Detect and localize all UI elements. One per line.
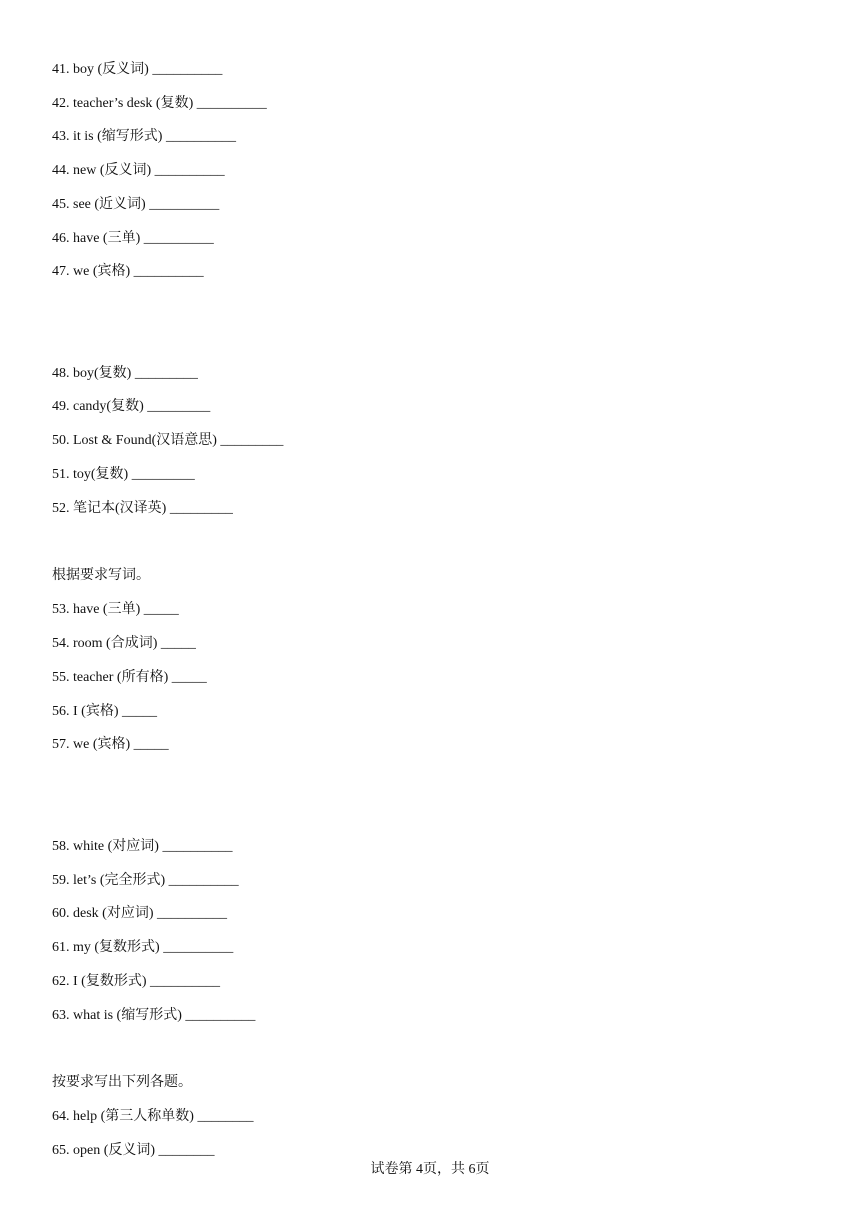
- question-number: 62.: [52, 974, 70, 989]
- answer-blank[interactable]: _____: [122, 704, 157, 719]
- question-number: 49.: [52, 399, 70, 414]
- section-heading: 按要求写出下列各题。: [52, 1075, 192, 1090]
- question-text: 笔记本(汉译英): [73, 501, 167, 516]
- question-53: [52, 601, 179, 619]
- question-60: [52, 905, 227, 923]
- answer-blank[interactable]: __________: [150, 974, 220, 989]
- question-text: what is (缩写形式): [73, 1008, 182, 1023]
- question-text: we (宾格): [73, 737, 131, 752]
- question-57: [52, 736, 169, 754]
- question-text: boy(复数): [73, 366, 132, 381]
- question-45: [52, 196, 219, 214]
- question-number: 54.: [52, 636, 70, 651]
- answer-blank[interactable]: _____: [171, 670, 207, 685]
- question-text: have (三单): [73, 602, 141, 617]
- question-text: white (对应词): [73, 839, 159, 854]
- question-number: 45.: [52, 197, 70, 212]
- question-59: [52, 872, 239, 890]
- answer-blank[interactable]: __________: [149, 197, 220, 212]
- question-52: [52, 500, 233, 518]
- question-50: [52, 432, 283, 450]
- question-47: [52, 263, 204, 281]
- answer-blank[interactable]: _________: [220, 433, 284, 448]
- question-text: my (复数形式): [73, 940, 160, 955]
- question-text: toy(复数): [73, 467, 129, 482]
- question-65: [52, 1142, 215, 1160]
- answer-blank[interactable]: __________: [196, 96, 267, 111]
- question-number: 43.: [52, 129, 70, 144]
- question-62: [52, 973, 220, 991]
- answer-blank[interactable]: _________: [169, 501, 233, 516]
- question-text: boy (反义词): [73, 62, 149, 77]
- question-51: [52, 466, 195, 484]
- question-64: [52, 1108, 253, 1126]
- answer-blank[interactable]: _________: [134, 366, 198, 381]
- answer-blank[interactable]: __________: [168, 873, 239, 888]
- answer-blank[interactable]: _________: [147, 399, 211, 414]
- answer-blank[interactable]: __________: [165, 129, 236, 144]
- question-61: [52, 939, 233, 957]
- question-56: [52, 703, 157, 721]
- question-63: [52, 1007, 255, 1025]
- question-49: [52, 398, 210, 416]
- question-number: 47.: [52, 264, 70, 279]
- question-text: desk (对应词): [73, 906, 154, 921]
- question-42: [52, 95, 267, 113]
- answer-blank[interactable]: _____: [143, 602, 179, 617]
- answer-blank[interactable]: _____: [160, 636, 196, 651]
- question-44: [52, 162, 225, 180]
- answer-blank[interactable]: __________: [152, 62, 223, 77]
- question-text: teacher’s desk (复数): [73, 96, 194, 111]
- question-text: have (三单): [73, 231, 141, 246]
- question-number: 57.: [52, 737, 70, 752]
- question-text: let’s (完全形式): [73, 873, 166, 888]
- question-number: 56.: [52, 704, 70, 719]
- question-text: see (近义词): [73, 197, 146, 212]
- section-heading: 根据要求写词。: [52, 568, 150, 583]
- question-number: 46.: [52, 231, 70, 246]
- question-text: candy(复数): [73, 399, 144, 414]
- question-number: 63.: [52, 1008, 70, 1023]
- answer-blank[interactable]: ________: [197, 1109, 254, 1124]
- question-41: [52, 61, 222, 79]
- question-text: open (反义词): [73, 1143, 156, 1158]
- question-number: 64.: [52, 1109, 70, 1124]
- answer-blank[interactable]: __________: [133, 264, 204, 279]
- answer-blank[interactable]: ________: [158, 1143, 215, 1158]
- question-number: 59.: [52, 873, 70, 888]
- answer-blank[interactable]: _____: [133, 737, 169, 752]
- question-46: [52, 230, 214, 248]
- question-text: Lost & Found(汉语意思): [73, 433, 217, 448]
- question-number: 52.: [52, 501, 70, 516]
- question-text: I (复数形式): [73, 974, 147, 989]
- question-43: [52, 128, 236, 146]
- question-number: 65.: [52, 1143, 70, 1158]
- answer-blank[interactable]: __________: [185, 1008, 256, 1023]
- question-number: 60.: [52, 906, 70, 921]
- question-text: we (宾格): [73, 264, 131, 279]
- question-text: room (合成词): [73, 636, 158, 651]
- answer-blank[interactable]: __________: [154, 163, 225, 178]
- question-number: 41.: [52, 62, 70, 77]
- answer-blank[interactable]: __________: [163, 940, 234, 955]
- question-text: help (第三人称单数): [73, 1109, 194, 1124]
- question-54: [52, 635, 196, 653]
- answer-blank[interactable]: _________: [131, 467, 195, 482]
- answer-blank[interactable]: __________: [157, 906, 227, 921]
- question-55: [52, 669, 207, 687]
- question-number: 61.: [52, 940, 70, 955]
- answer-blank[interactable]: __________: [143, 231, 214, 246]
- question-text: new (反义词): [73, 163, 152, 178]
- question-48: [52, 365, 198, 383]
- question-number: 44.: [52, 163, 70, 178]
- question-number: 51.: [52, 467, 70, 482]
- question-number: 55.: [52, 670, 70, 685]
- answer-blank[interactable]: __________: [162, 839, 233, 854]
- question-text: I (宾格): [73, 704, 119, 719]
- question-58: [52, 838, 232, 856]
- question-number: 53.: [52, 602, 70, 617]
- question-number: 50.: [52, 433, 70, 448]
- question-text: teacher (所有格): [73, 670, 169, 685]
- question-number: 42.: [52, 96, 70, 111]
- question-number: 58.: [52, 839, 70, 854]
- question-number: 48.: [52, 366, 70, 381]
- question-text: it is (缩写形式): [73, 129, 163, 144]
- page-footer: 试卷第 4页，共 6页: [370, 1162, 490, 1177]
